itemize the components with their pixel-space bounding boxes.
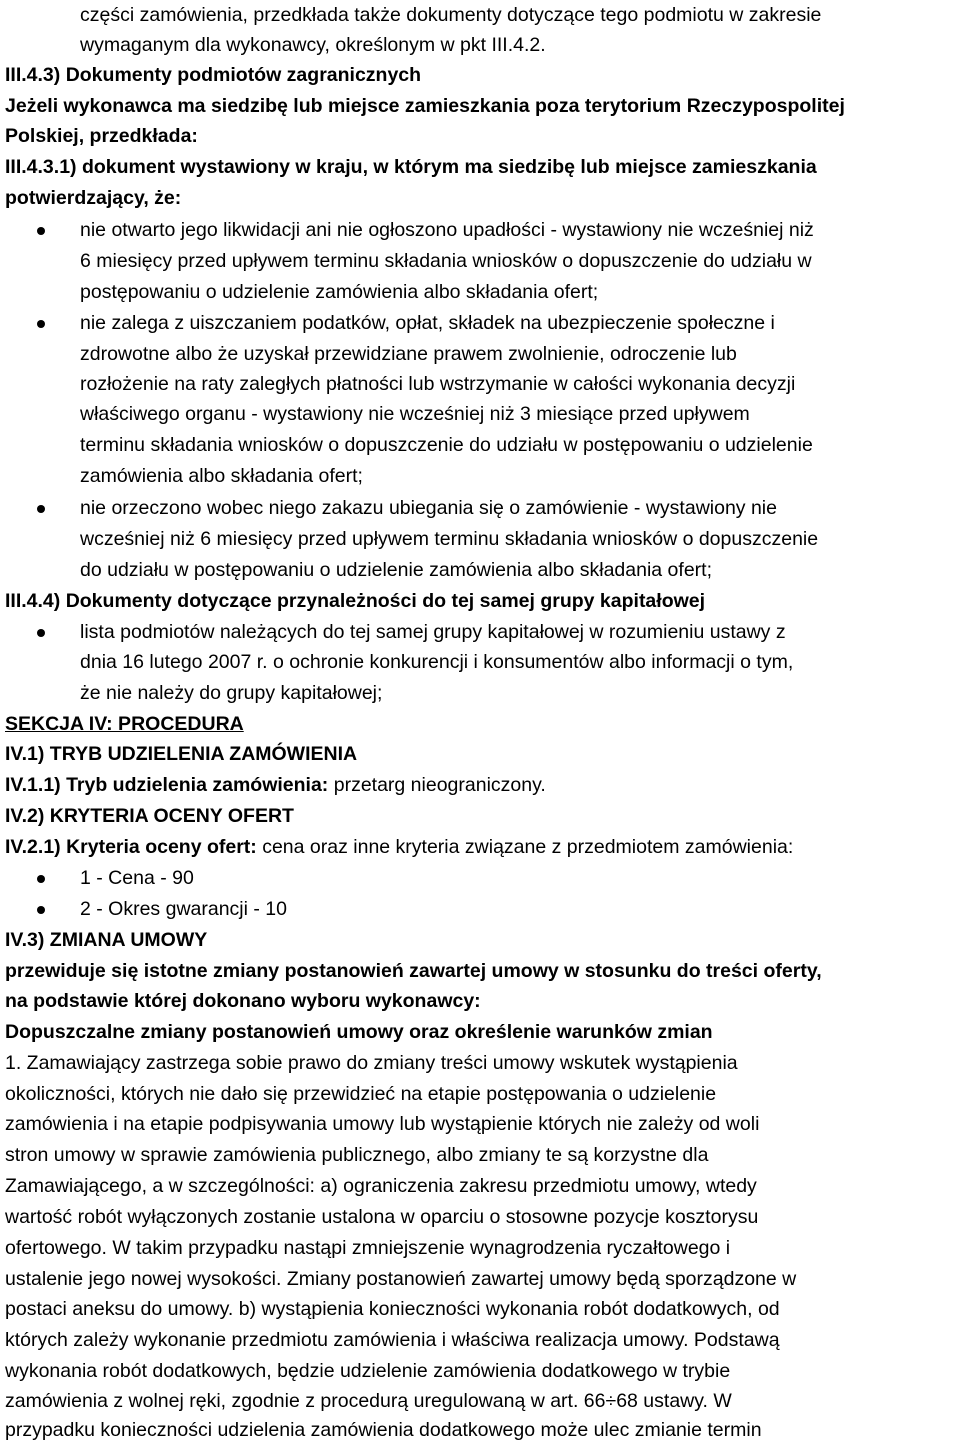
paragraph-line: przypadku konieczności udzielenia zamówienia dodatkowego może ulec zmianie termin bbox=[5, 1419, 762, 1441]
paragraph-line: Zamawiającego, a w szczególności: a) ograniczenia zakresu przedmiotu umowy, wtedy bbox=[5, 1175, 757, 1197]
list-item-text: do udziału w postępowaniu o udzielenie zamówienia albo składania ofert; bbox=[80, 559, 712, 581]
bullet-icon bbox=[37, 875, 45, 883]
text-line: na podstawie której dokonano wyboru wykonawcy: bbox=[5, 990, 481, 1012]
text-line: wymaganym dla wykonawcy, określonym w pkt III.4.2. bbox=[80, 34, 546, 56]
field-value: cena oraz inne kryteria związane z przedmiotem zamówienia: bbox=[256, 836, 794, 858]
list-item-text: 1 - Cena - 90 bbox=[80, 867, 194, 889]
text-line: Polskiej, przedkłada: bbox=[5, 125, 198, 147]
list-item-text: 2 - Okres gwarancji - 10 bbox=[80, 898, 287, 920]
text-line bbox=[5, 832, 793, 862]
bullet-icon bbox=[37, 320, 45, 328]
paragraph-line: wykonania robót dodatkowych, będzie udzielenie zamówienia dodatkowego w trybie bbox=[5, 1360, 731, 1382]
list-item-text: nie orzeczono wobec niego zakazu ubiegania się o zamówienie - wystawiony nie bbox=[80, 497, 777, 519]
section-heading: IV.3) ZMIANA UMOWY bbox=[5, 929, 208, 951]
section-heading: IV.2) KRYTERIA OCENY OFERT bbox=[5, 805, 294, 827]
paragraph-line: ustalenie jego nowej wysokości. Zmiany postanowień zawartej umowy będą sporządzone w bbox=[5, 1268, 797, 1290]
paragraph-line: których zależy wykonanie przedmiotu zamówienia i właściwa realizacja umowy. Podstawą bbox=[5, 1329, 780, 1351]
bullet-icon bbox=[37, 629, 45, 637]
list-item-text: terminu składania wniosków o dopuszczenie do udziału w postępowaniu o udzielenie bbox=[80, 434, 813, 456]
text-line: potwierdzający, że: bbox=[5, 187, 182, 209]
bullet-icon bbox=[37, 505, 45, 513]
list-item-text: właściwego organu - wystawiony nie wcześniej niż 3 miesiące przed upływem bbox=[80, 403, 750, 425]
paragraph-line: okoliczności, których nie dało się przewidzieć na etapie postępowania o udzielenie bbox=[5, 1083, 717, 1105]
text-line: Dopuszczalne zmiany postanowień umowy oraz określenie warunków zmian bbox=[5, 1021, 713, 1043]
bullet-icon bbox=[37, 227, 45, 235]
paragraph-line: wartość robót wyłączonych zostanie ustalona w oparciu o stosowne pozycje kosztorysu bbox=[5, 1206, 759, 1228]
section-heading: IV.1) TRYB UDZIELENIA ZAMÓWIENIA bbox=[5, 743, 358, 765]
field-label: IV.1.1) Tryb udzielenia zamówienia: bbox=[5, 774, 329, 796]
paragraph-line: postaci aneksu do umowy. b) wystąpienia konieczności wykonania robót dodatkowych, od bbox=[5, 1298, 780, 1320]
list-item-text: zamówienia albo składania ofert; bbox=[80, 465, 363, 487]
list-item-text: że nie należy do grupy kapitałowej; bbox=[80, 682, 383, 704]
list-item-text: postępowaniu o udzielenie zamówienia albo składania ofert; bbox=[80, 281, 599, 303]
bullet-icon bbox=[37, 906, 45, 914]
section-title: SEKCJA IV: PROCEDURA bbox=[5, 713, 244, 735]
list-item-text: dnia 16 lutego 2007 r. o ochronie konkurencji i konsumentów albo informacji o tym, bbox=[80, 651, 794, 673]
text-line: przewiduje się istotne zmiany postanowień zawartej umowy w stosunku do treści oferty, bbox=[5, 960, 822, 982]
section-heading: III.4.3.1) dokument wystawiony w kraju, w którym ma siedzibę lub miejsce zamieszkania bbox=[5, 156, 817, 178]
field-label: IV.2.1) Kryteria oceny ofert: bbox=[5, 836, 257, 858]
section-heading: III.4.4) Dokumenty dotyczące przynależności do tej samej grupy kapitałowej bbox=[5, 590, 706, 612]
paragraph-line: zamówienia i na etapie podpisywania umowy lub wystąpienie których nie zależy od woli bbox=[5, 1113, 760, 1135]
text-line bbox=[5, 770, 546, 800]
section-heading: III.4.3) Dokumenty podmiotów zagranicznych bbox=[5, 64, 422, 86]
list-item-text: wcześniej niż 6 miesięcy przed upływem terminu składania wniosków o dopuszczenie bbox=[80, 528, 819, 550]
paragraph-line: ofertowego. W takim przypadku nastąpi zmniejszenie wynagrodzenia ryczałtowego i bbox=[5, 1237, 731, 1259]
list-item-text: zdrowotne albo że uzyskał przewidziane prawem zwolnienie, odroczenie lub bbox=[80, 343, 737, 365]
paragraph-line: 1. Zamawiający zastrzega sobie prawo do zmiany treści umowy wskutek wystąpienia bbox=[5, 1052, 738, 1074]
list-item-text: nie zalega z uiszczaniem podatków, opłat, składek na ubezpieczenie społeczne i bbox=[80, 312, 775, 334]
field-value: przetarg nieograniczony. bbox=[328, 774, 546, 796]
text-line: Jeżeli wykonawca ma siedzibę lub miejsce zamieszkania poza terytorium Rzeczypospolitej bbox=[5, 95, 845, 117]
list-item-text: rozłożenie na raty zaległych płatności lub wstrzymanie w całości wykonania decyzji bbox=[80, 373, 796, 395]
list-item-text: 6 miesięcy przed upływem terminu składania wniosków o dopuszczenie do udziału w bbox=[80, 250, 812, 272]
text-line: części zamówienia, przedkłada także dokumenty dotyczące tego podmiotu w zakresie bbox=[80, 4, 822, 26]
paragraph-line: stron umowy w sprawie zamówienia publicznego, albo zmiany te są korzystne dla bbox=[5, 1144, 709, 1166]
list-item-text: lista podmiotów należących do tej samej grupy kapitałowej w rozumieniu ustawy z bbox=[80, 621, 786, 643]
paragraph-line: zamówienia z wolnej ręki, zgodnie z procedurą uregulowaną w art. 66÷68 ustawy. W bbox=[5, 1390, 732, 1412]
list-item-text: nie otwarto jego likwidacji ani nie ogłoszono upadłości - wystawiony nie wcześniej niż bbox=[80, 219, 814, 241]
